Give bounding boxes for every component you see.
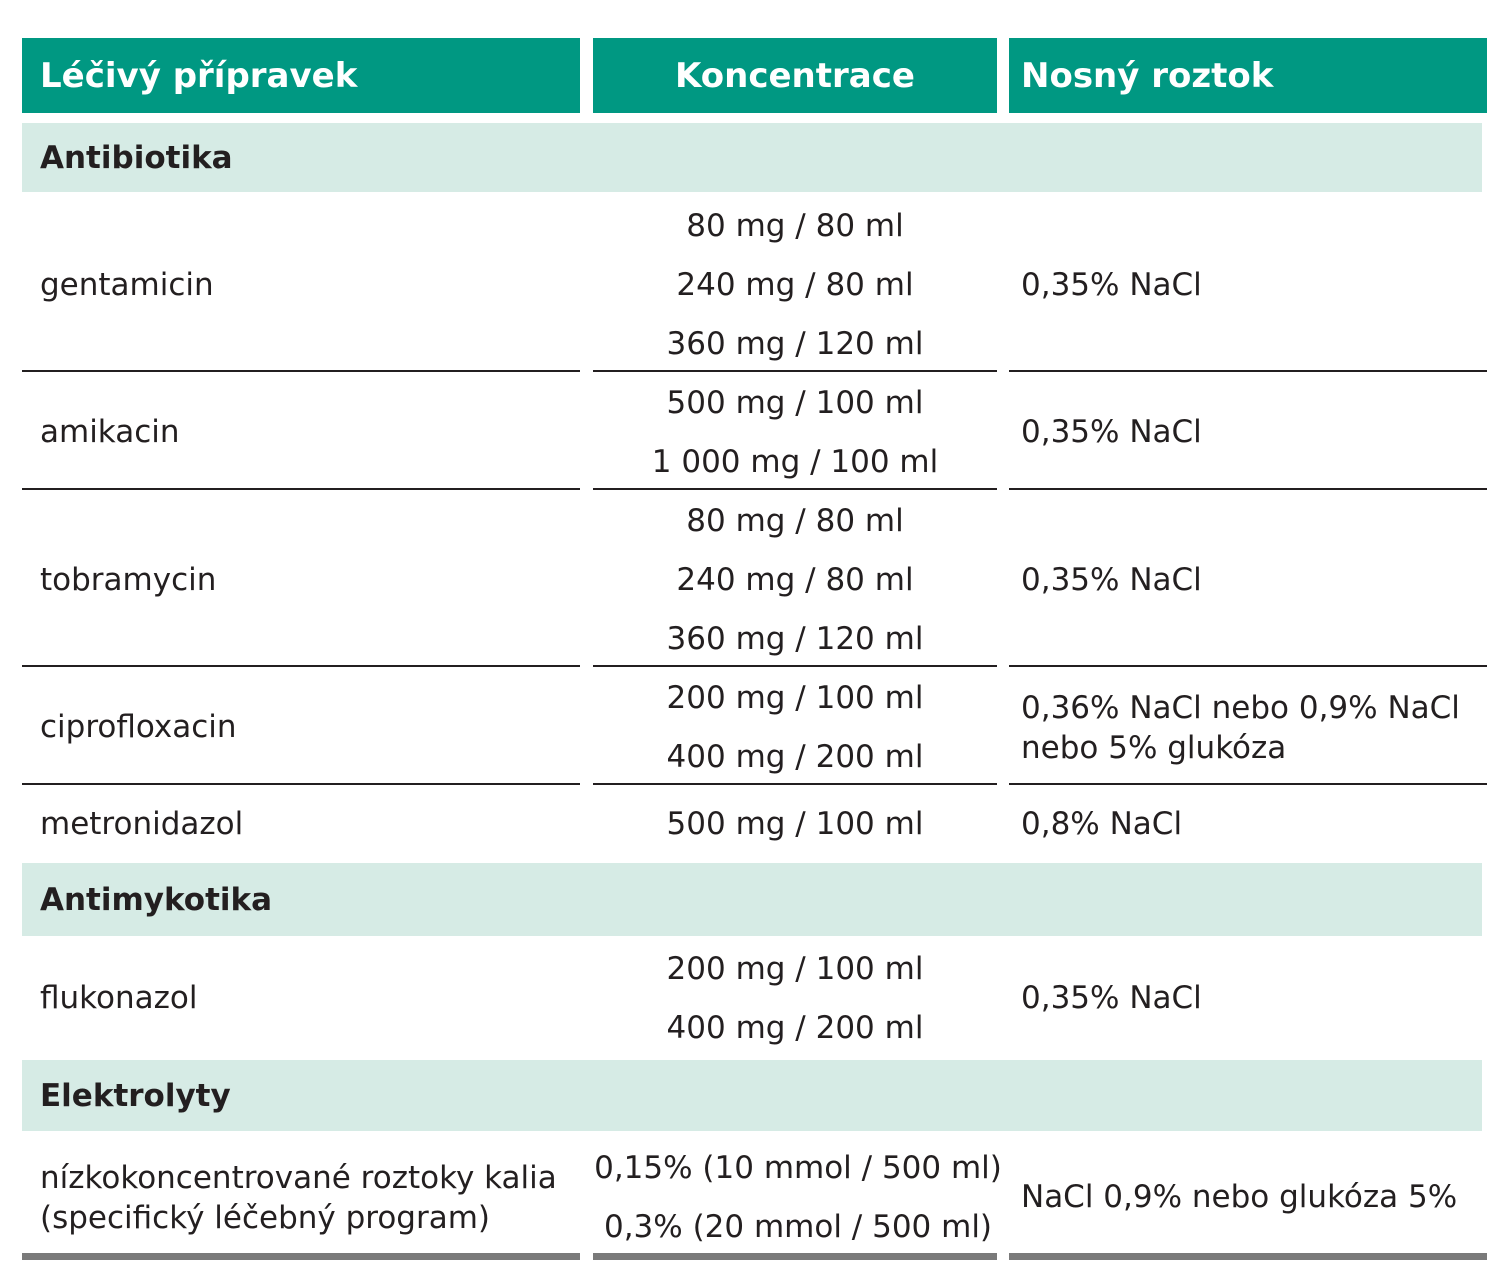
row-divider xyxy=(22,370,580,372)
header-drug-label: Léčivý přípravek xyxy=(40,55,358,96)
concentration-value: 500 mg / 100 ml xyxy=(666,806,924,843)
section-antimykotika xyxy=(22,863,1482,936)
table-row-drug xyxy=(40,787,580,863)
table-row-carrier xyxy=(1021,374,1476,492)
concentration-value: 400 mg / 200 ml xyxy=(666,1010,924,1046)
concentration-value: 360 mg / 120 ml xyxy=(666,326,924,362)
row-divider xyxy=(593,488,997,490)
table-row-drug xyxy=(40,374,580,492)
header-drug xyxy=(22,38,580,113)
row-divider xyxy=(1009,665,1487,667)
row-divider xyxy=(22,665,580,667)
concentration-value: 1 000 mg / 100 ml xyxy=(651,444,939,480)
table-row-concentration xyxy=(593,374,997,492)
drug-name: tobramycin xyxy=(40,561,217,598)
concentration-value: 240 mg / 80 ml xyxy=(676,562,914,598)
drug-name: metronidazol xyxy=(40,806,244,843)
table-row-drug xyxy=(40,1139,560,1257)
table-bottom-border xyxy=(22,1253,580,1260)
section-label: Elektrolyty xyxy=(40,1077,231,1114)
table-row-concentration xyxy=(593,197,997,374)
header-carrier xyxy=(1009,38,1487,113)
row-divider xyxy=(1009,783,1487,785)
row-divider xyxy=(593,783,997,785)
table-row-concentration xyxy=(593,492,997,669)
table-row-carrier xyxy=(1021,197,1476,374)
row-divider xyxy=(1009,370,1487,372)
section-antibiotika xyxy=(22,123,1482,192)
carrier-value: 0,35% NaCl xyxy=(1021,561,1202,598)
carrier-value: 0,35% NaCl xyxy=(1021,980,1202,1017)
table-row-drug xyxy=(40,669,580,787)
table-row-concentration xyxy=(593,1139,1003,1257)
concentration-value: 240 mg / 80 ml xyxy=(676,267,914,303)
concentration-value: 400 mg / 200 ml xyxy=(666,739,924,775)
concentration-value: 360 mg / 120 ml xyxy=(666,621,924,657)
section-label: Antibiotika xyxy=(40,139,233,176)
table-row-carrier xyxy=(1021,787,1476,863)
concentration-value: 200 mg / 100 ml xyxy=(666,951,924,987)
table-bottom-border xyxy=(593,1253,997,1260)
section-label: Antimykotika xyxy=(40,881,273,918)
row-divider xyxy=(593,665,997,667)
row-divider xyxy=(593,370,997,372)
table-row-carrier xyxy=(1021,1139,1476,1257)
concentration-value: 80 mg / 80 ml xyxy=(686,208,904,244)
concentration-value: 0,15% (10 mmol / 500 ml) xyxy=(594,1150,1002,1186)
carrier-value: NaCl 0,9% nebo glukóza 5% xyxy=(1021,1179,1458,1216)
concentration-value: 80 mg / 80 ml xyxy=(686,503,904,539)
table-row-drug xyxy=(40,492,580,669)
table-row-concentration xyxy=(593,787,997,863)
header-carrier-label: Nosný roztok xyxy=(1021,55,1274,96)
drug-name: flukonazol xyxy=(40,980,198,1017)
row-divider xyxy=(22,783,580,785)
table-row-drug xyxy=(40,197,580,374)
table-row-carrier xyxy=(1021,492,1476,669)
concentration-value: 500 mg / 100 ml xyxy=(666,385,924,421)
carrier-value: 0,35% NaCl xyxy=(1021,266,1202,303)
table-row-concentration xyxy=(593,669,997,787)
table-row-carrier xyxy=(1021,669,1476,787)
carrier-value: 0,36% NaCl nebo 0,9% NaCl nebo 5% glukóza xyxy=(1021,689,1460,766)
table-bottom-border xyxy=(1009,1253,1487,1260)
section-elektrolyty xyxy=(22,1060,1482,1131)
header-concentration xyxy=(593,38,997,113)
carrier-value: 0,8% NaCl xyxy=(1021,806,1183,843)
drug-name: amikacin xyxy=(40,414,180,451)
table-row-carrier xyxy=(1021,940,1476,1058)
drug-name: nízkokoncentrované roztoky kalia (specifický léčebný program) xyxy=(40,1159,557,1236)
table-row-drug xyxy=(40,940,580,1058)
row-divider xyxy=(22,488,580,490)
row-divider xyxy=(1009,488,1487,490)
concentration-value: 200 mg / 100 ml xyxy=(666,680,924,716)
concentration-value: 0,3% (20 mmol / 500 ml) xyxy=(603,1209,993,1245)
carrier-value: 0,35% NaCl xyxy=(1021,414,1202,451)
drug-name: ciprofloxacin xyxy=(40,709,237,746)
drug-name: gentamicin xyxy=(40,266,214,303)
header-concentration-label: Koncentrace xyxy=(675,55,915,96)
table-row-concentration xyxy=(593,940,997,1058)
